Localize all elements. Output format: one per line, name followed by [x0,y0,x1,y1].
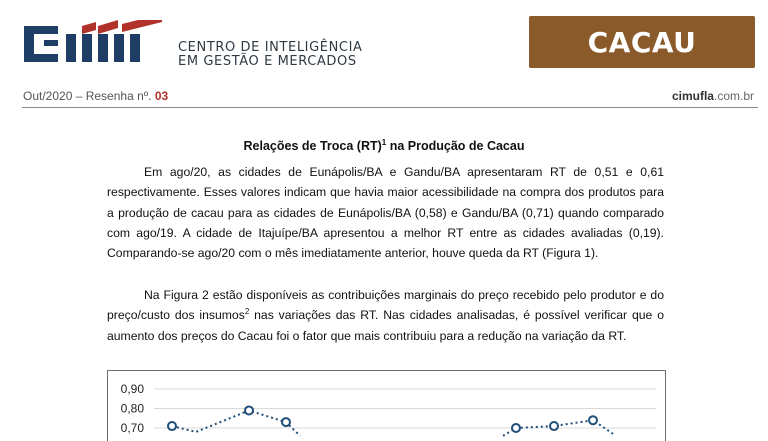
paragraph-2-b: nas variações das RT. Nas cidades analisadas, é possível verificar que o aumento dos preços do Cacau foi o fator que mais contribuiu para a redução na variação da RT. [107,308,664,343]
data-point [589,416,597,424]
paragraph-2 [107,285,664,346]
data-point [550,422,558,430]
data-point [168,422,176,430]
title-footnote-mark: 1 [381,137,387,147]
edition-info [23,89,168,103]
title-rest: na Produção de Cacau [386,139,525,153]
cim-logo [22,20,172,68]
figure-1-chart [107,370,666,441]
article-title [0,139,768,153]
y-tick-label: 0,80 [120,401,144,416]
edition-bar [0,88,768,108]
paragraph-2-a: Na Figura 2 estão disponíveis as contribuições marginais do preço recebido pelo produtor e do preço/custo dos insumos [107,288,664,323]
org-line-2: EM GESTÃO E MERCADOS [178,54,357,69]
paragraph-2-text [107,285,664,346]
site-domain: .com.br [713,89,754,103]
y-tick-label: 0,70 [120,421,144,435]
organization-name [178,41,363,69]
paragraph-2-footnote-mark: 2 [244,307,250,317]
site-link[interactable] [672,89,754,103]
title-main: Relações de Troca (RT) [243,139,382,153]
series-line [172,410,300,435]
y-tick-label: 0,90 [120,382,144,396]
edition-number: 03 [154,89,169,103]
site-brand: cimufla [671,89,714,103]
header-divider [22,107,758,108]
data-point [282,418,290,426]
data-point [245,406,253,414]
org-line-1: CENTRO DE INTELIGÊNCIA [178,40,363,55]
edition-prefix: Out/2020 – Resenha nº. [23,89,152,103]
paragraph-1 [107,162,664,263]
topic-label: CACAU [587,25,697,59]
topic-badge [529,16,755,68]
paragraph-1-text: Em ago/20, as cidades de Eunápolis/BA e Gandu/BA apresentaram RT de 0,51 e 0,61 respectivamente. Esses valores indicam que havia maior acessibilidade na compra dos produtos para a produção de cacau para as cidades de Eunápolis/BA (0,58) e Gandu/BA (0,71) quando comparado com ago/19. A cidade de Itajuípe/BA apresentou a melhor RT entre as cidades avaliadas (0,19). Comparando-se ago/20 com o mês imediatamente anterior, houve queda da RT (Figura 1). [107,165,664,261]
